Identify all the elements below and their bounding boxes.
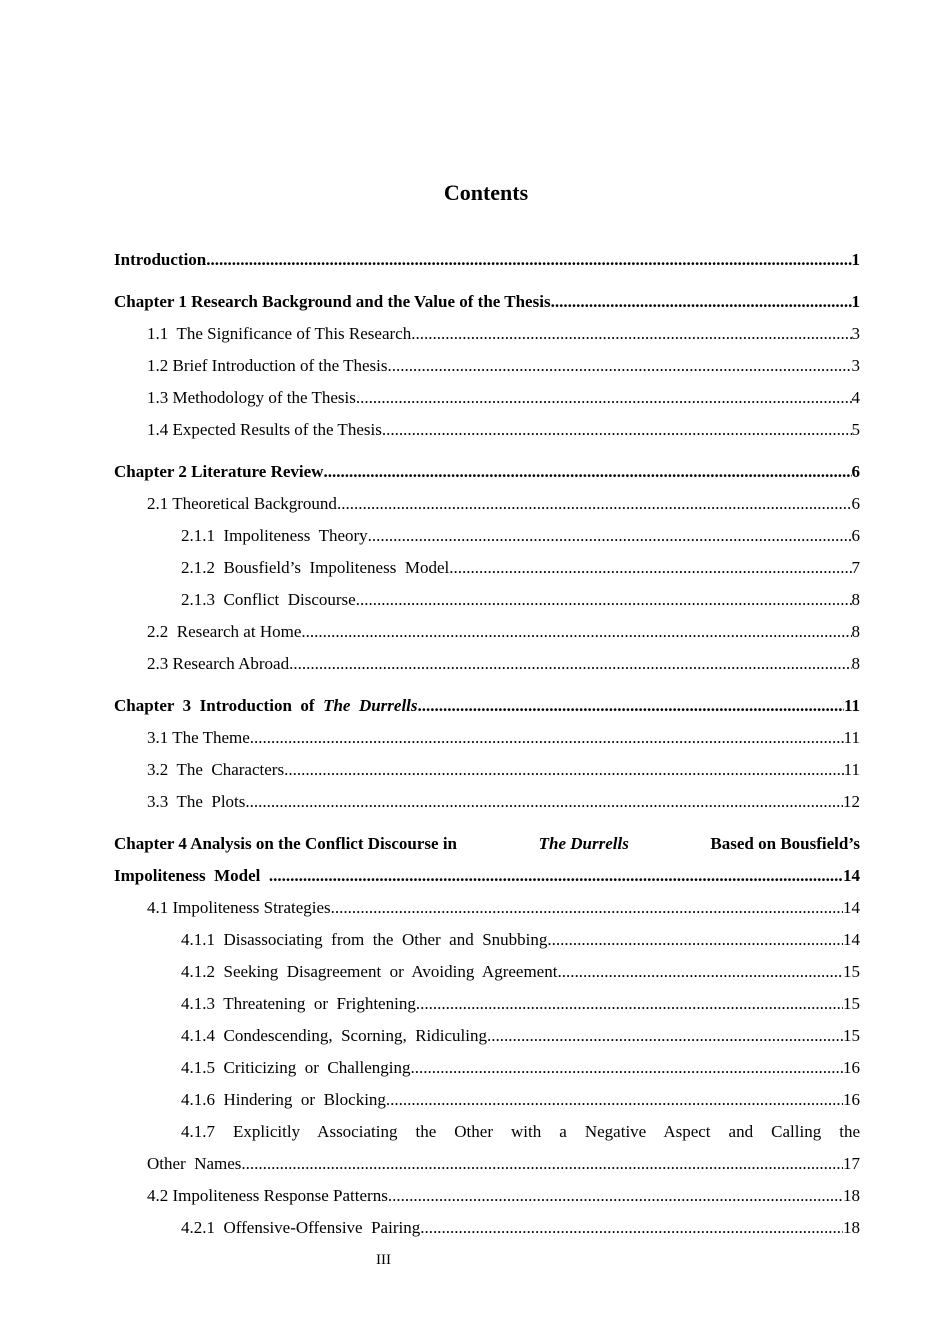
toc-entry-4-1-4[interactable]	[114, 1020, 860, 1052]
toc-page-number: 14	[843, 898, 860, 917]
toc-page-number: 11	[843, 696, 860, 715]
toc-page-number: 15	[843, 994, 860, 1013]
toc-entry-4-1-6[interactable]	[114, 1084, 860, 1116]
toc-page-number: 14	[843, 930, 860, 949]
toc-page-number: 7	[851, 558, 860, 577]
toc-entry-title: 1.2 Brief Introduction of the Thesis	[147, 356, 388, 375]
toc-page-number: 15	[843, 1026, 860, 1045]
toc-entry-4-1[interactable]	[114, 892, 860, 924]
toc-entry-title: 3.1 The Theme	[147, 728, 250, 747]
toc-page-number: 18	[843, 1218, 860, 1237]
toc-entry-title: 2.1.3 Conflict Discourse	[181, 590, 356, 609]
toc-entry-title: 2.3 Research Abroad	[147, 654, 290, 673]
toc-entry-2-2[interactable]	[114, 616, 860, 648]
toc-entry-title: Chapter 2 Literature Review	[114, 462, 324, 481]
dot-leader	[331, 892, 843, 924]
toc-entry-title-text: Based on Bousfield’s	[710, 834, 860, 853]
toc-page-number: 1	[851, 250, 860, 269]
toc-entry-title: 2.1.2 Bousfield’s Impoliteness Model	[181, 558, 450, 577]
dot-leader	[420, 1212, 843, 1244]
dot-leader	[289, 648, 851, 680]
page-title: Contents	[443, 180, 529, 205]
toc-page-number: 16	[843, 1058, 860, 1077]
toc-entry-chapter-2[interactable]	[114, 456, 860, 488]
dot-leader	[241, 1148, 843, 1180]
toc-entry-1-1[interactable]	[114, 318, 860, 350]
dot-leader	[284, 754, 844, 786]
toc-entry-4-1-3[interactable]	[114, 988, 860, 1020]
toc-entry-title-italic: The Durrells	[323, 696, 418, 715]
toc-entry-title: 4.1.4 Condescending, Scorning, Ridiculing	[181, 1026, 487, 1045]
toc-entry-2-1-1[interactable]	[114, 520, 860, 552]
dot-leader	[206, 244, 851, 276]
dot-leader	[356, 382, 852, 414]
toc-entry-title: 2.1.1 Impoliteness Theory	[181, 526, 368, 545]
toc-entry-3-1[interactable]	[114, 722, 860, 754]
toc-page-number: 16	[843, 1090, 860, 1109]
toc-entry-2-3[interactable]	[114, 648, 860, 680]
toc-entry-chapter-3[interactable]	[114, 690, 860, 722]
toc-entry-title-text: Chapter 4 Analysis on the Conflict Discourse in	[114, 834, 458, 853]
dot-leader	[245, 786, 843, 818]
toc-page-number: 6	[851, 462, 860, 481]
toc-entry-1-3[interactable]	[114, 382, 860, 414]
toc-entry-title: 4.2 Impoliteness Response Patterns	[147, 1186, 388, 1205]
dot-leader	[547, 924, 843, 956]
toc-entry-title-text: Chapter 3 Introduction of	[114, 696, 324, 715]
toc-entry-title: 1.4 Expected Results of the Thesis	[147, 420, 382, 439]
dot-leader	[449, 552, 851, 584]
toc-page-number: 8	[851, 622, 860, 641]
table-of-contents	[114, 244, 860, 1244]
toc-entry-title: 4.1.5 Criticizing or Challenging	[181, 1058, 411, 1077]
toc-entry-chapter-1[interactable]	[114, 286, 860, 318]
toc-entry-title: 4.1.3 Threatening or Frightening	[181, 994, 416, 1013]
toc-entry-title: 1.1 The Significance of This Research	[147, 324, 412, 343]
toc-page-number: 1	[851, 292, 860, 311]
dot-leader	[250, 722, 844, 754]
toc-entry-title-line-1: 4.1.7 Explicitly Associating the Other with a Negative Aspect and Calling the	[181, 1122, 860, 1141]
toc-entry-4-1-5[interactable]	[114, 1052, 860, 1084]
dot-leader	[323, 456, 851, 488]
dot-leader	[386, 1084, 843, 1116]
toc-entry-title: Introduction	[114, 250, 207, 269]
toc-entry-title-line-1	[114, 828, 860, 860]
dot-leader	[557, 956, 843, 988]
toc-entry-title: 2.2 Research at Home	[147, 622, 302, 641]
toc-entry-2-1[interactable]	[114, 488, 860, 520]
toc-page-number: 18	[843, 1186, 860, 1205]
toc-entry-introduction[interactable]	[114, 244, 860, 276]
dot-leader	[301, 616, 851, 648]
toc-entry-title: 4.1.6 Hindering or Blocking	[181, 1090, 386, 1109]
dot-leader	[487, 1020, 843, 1052]
toc-entry-title: 4.1.2 Seeking Disagreement or Avoiding Agreement	[181, 962, 558, 981]
toc-entry-3-3[interactable]	[114, 786, 860, 818]
toc-entry-4-1-1[interactable]	[114, 924, 860, 956]
toc-page-number: 4	[851, 388, 860, 407]
toc-entry-title	[114, 690, 418, 722]
toc-entry-title: 4.1 Impoliteness Strategies	[147, 898, 331, 917]
toc-page-number: 3	[851, 356, 860, 375]
dot-leader	[368, 520, 852, 552]
toc-entry-title-line-2: Other Names	[147, 1154, 242, 1173]
toc-entry-title: 4.1.1 Disassociating from the Other and Snubbing	[181, 930, 548, 949]
toc-entry-2-1-3[interactable]	[114, 584, 860, 616]
toc-entry-title: 2.1 Theoretical Background	[147, 494, 337, 513]
dot-leader	[337, 488, 852, 520]
dot-leader	[551, 286, 852, 318]
toc-entry-title: 4.2.1 Offensive-Offensive Pairing	[181, 1218, 421, 1237]
toc-page-number: 15	[843, 962, 860, 981]
toc-entry-title: 3.3 The Plots	[147, 792, 246, 811]
toc-entry-3-2[interactable]	[114, 754, 860, 786]
toc-page-number: 12	[843, 792, 860, 811]
toc-page-number: 8	[851, 590, 860, 609]
toc-page-number: 11	[843, 760, 860, 779]
toc-entry-title: 1.3 Methodology of the Thesis	[147, 388, 356, 407]
toc-page-number: 14	[843, 866, 860, 885]
toc-page-number: 3	[851, 324, 860, 343]
dot-leader	[416, 988, 843, 1020]
toc-entry-1-4[interactable]	[114, 414, 860, 446]
dot-leader	[387, 350, 851, 382]
toc-entry-title: 3.2 The Characters	[147, 760, 285, 779]
toc-entry-2-1-2[interactable]	[114, 552, 860, 584]
dot-leader	[382, 414, 852, 446]
toc-page-number: 6	[851, 494, 860, 513]
page-number-footer: III	[376, 1252, 391, 1268]
toc-entry-1-2[interactable]	[114, 350, 860, 382]
toc-entry-title: Chapter 1 Research Background and the Value of the Thesis	[114, 292, 551, 311]
toc-entry-4-2-1[interactable]	[114, 1212, 860, 1244]
dot-leader	[411, 318, 851, 350]
toc-page-number: 6	[851, 526, 860, 545]
toc-entry-title-italic: The Durrells	[538, 834, 629, 853]
toc-entry-4-1-2[interactable]	[114, 956, 860, 988]
toc-entry-chapter-4[interactable]	[114, 828, 860, 892]
dot-leader	[410, 1052, 843, 1084]
dot-leader	[356, 584, 852, 616]
toc-entry-title-line-2: Impoliteness Model	[114, 866, 269, 885]
dot-leader	[269, 860, 843, 892]
dot-leader	[388, 1180, 843, 1212]
toc-page-number: 17	[843, 1154, 860, 1173]
toc-page-number: 5	[851, 420, 860, 439]
toc-page-number: 8	[851, 654, 860, 673]
toc-page-number: 11	[843, 728, 860, 747]
toc-entry-4-1-7[interactable]	[114, 1116, 860, 1180]
toc-entry-4-2[interactable]	[114, 1180, 860, 1212]
dot-leader	[418, 690, 844, 722]
